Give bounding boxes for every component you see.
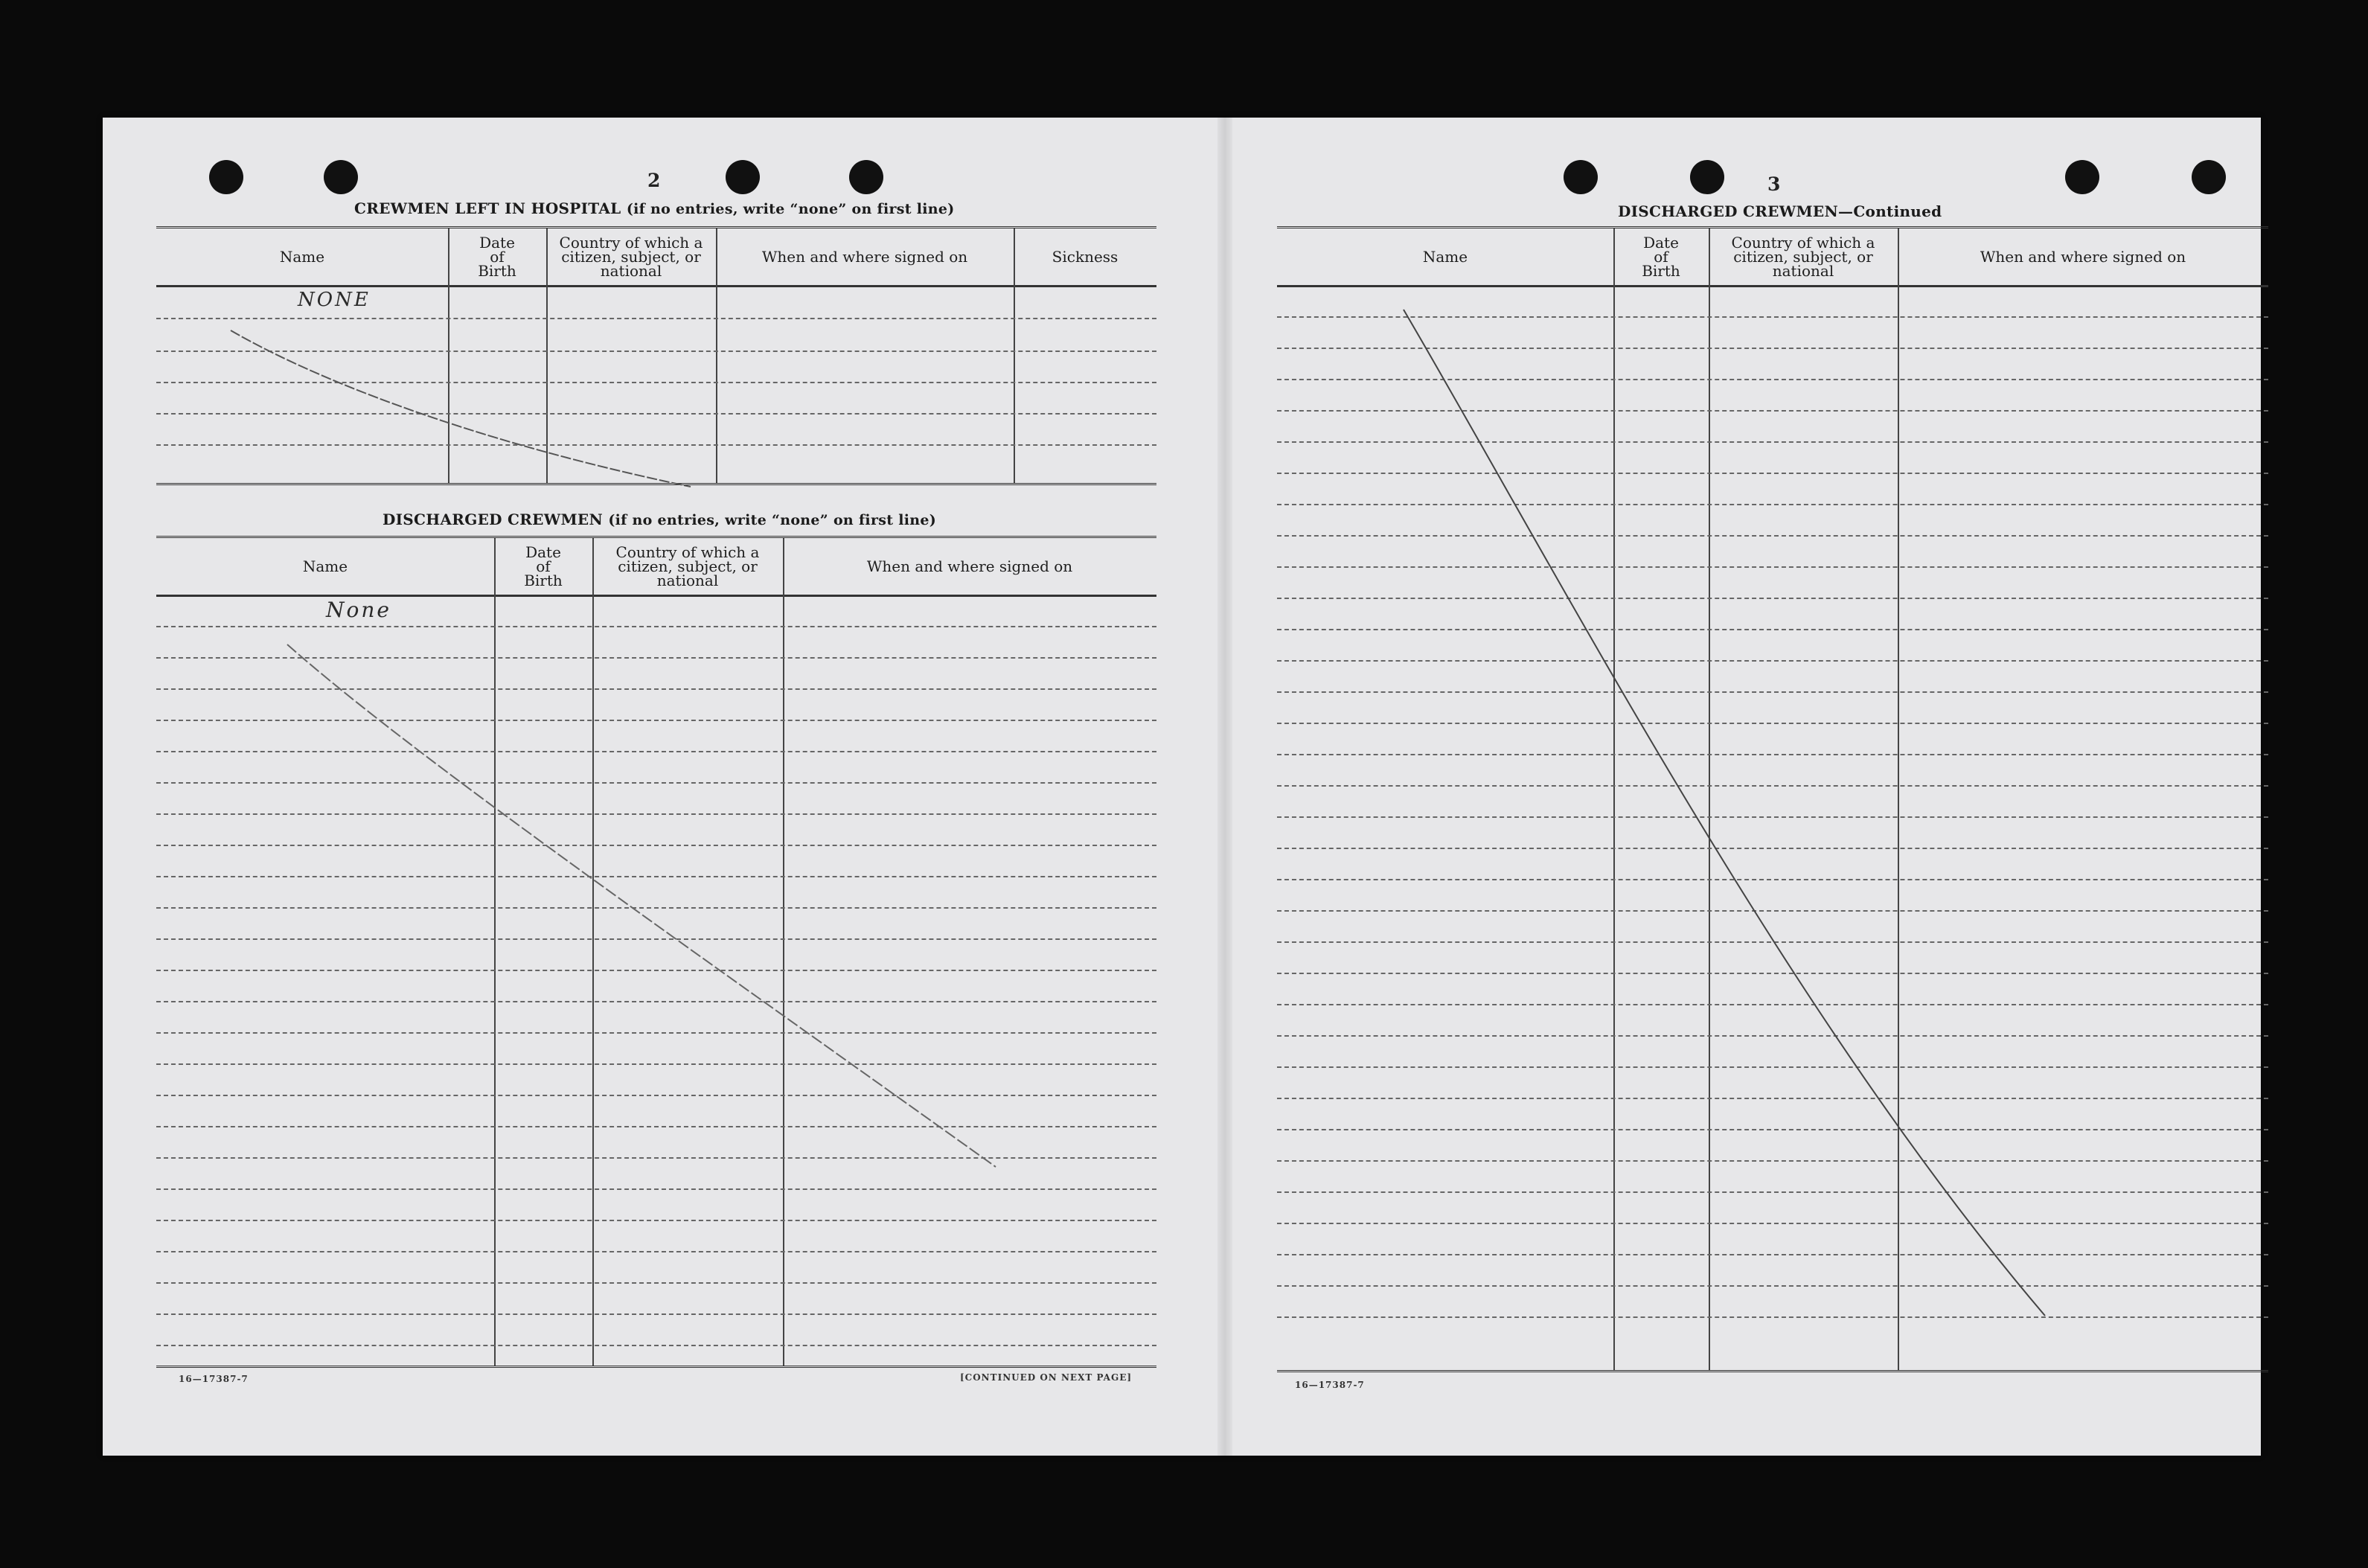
discharged-title-text: DISCHARGED CREWMEN xyxy=(383,511,604,528)
discharged-instruction: (if no entries, write “none” on first line) xyxy=(608,512,937,528)
strike-line-hospital xyxy=(231,330,691,487)
page-number-right: 3 xyxy=(1767,173,1781,195)
strike-line-continued xyxy=(1404,310,2045,1316)
col-header-name: Name xyxy=(1422,247,1468,266)
form-number-left: 16—17387-7 xyxy=(179,1374,249,1384)
col-header-date-of-birth: Date of Birth xyxy=(1642,233,1680,280)
handwritten-none-hospital: NONE xyxy=(298,289,371,311)
hospital-title-text: CREWMEN LEFT IN HOSPITAL xyxy=(354,199,621,217)
col-header-date-of-birth: Date of Birth xyxy=(478,233,516,280)
page-number-left: 2 xyxy=(647,170,661,191)
form-number-right: 16—17387-7 xyxy=(1295,1380,1365,1390)
col-header-signed-on: When and where signed on xyxy=(761,247,968,266)
strike-lines xyxy=(103,118,2261,1456)
col-header-date-of-birth: Date of Birth xyxy=(524,543,563,589)
strike-line-discharged xyxy=(287,644,996,1167)
col-header-country: Country of which a citizen, subject, or national xyxy=(559,233,703,280)
col-header-signed-on: When and where signed on xyxy=(866,557,1073,575)
col-header-name: Name xyxy=(279,247,325,266)
handwritten-none-discharged: None xyxy=(326,598,391,622)
continued-note: [CONTINUED ON NEXT PAGE] xyxy=(960,1372,1133,1383)
col-header-country: Country of which a citizen, subject, or national xyxy=(615,543,760,589)
hospital-instruction: (if no entries, write “none” on first line) xyxy=(626,201,955,217)
col-header-sickness: Sickness xyxy=(1052,247,1119,266)
col-header-name: Name xyxy=(302,557,348,575)
col-header-signed-on: When and where signed on xyxy=(1980,247,2186,266)
manifest-sheet xyxy=(103,118,2261,1456)
continued-section-title: DISCHARGED CREWMEN—Continued xyxy=(1618,202,1942,220)
col-header-country: Country of which a citizen, subject, or national xyxy=(1731,233,1875,280)
